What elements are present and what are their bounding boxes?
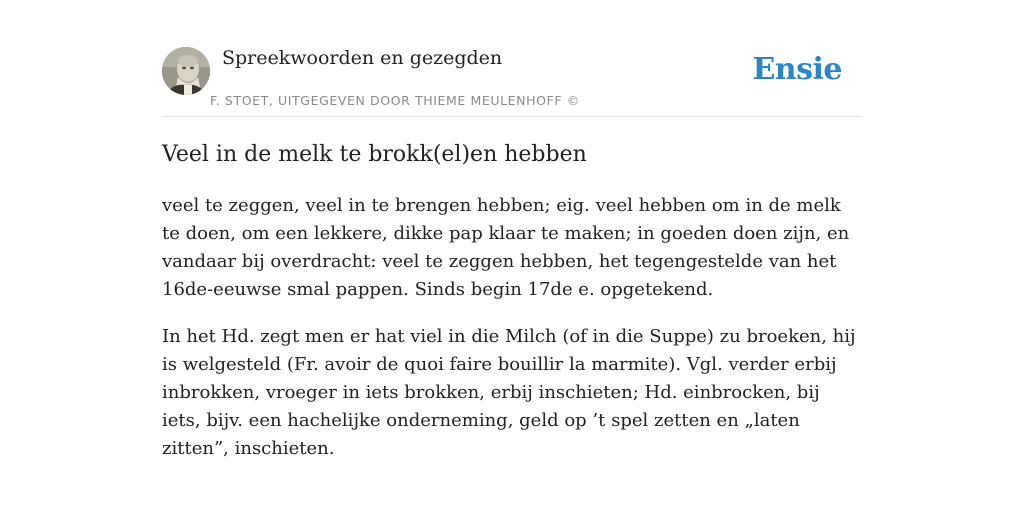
source-title[interactable]: Spreekwoorden en gezegden [222, 47, 503, 69]
portrait-image [162, 47, 210, 95]
author-portrait[interactable] [162, 47, 210, 95]
entry-paragraph: veel te zeggen, veel in te brengen hebben; eig. veel hebben om in de melk te doen, om een lekkere, dikke pap klaar te maken; in goeden doen zijn, en vandaar bij overdracht: veel te zeggen hebben, het tegengestelde van het 16de-eeuwse smal pappen. Sinds begin 17de e. opgetekend. [162, 195, 850, 300]
source-header [162, 46, 862, 117]
entry-paragraph: In het Hd. zegt men er hat viel in die Milch (of in die Suppe) zu broeken, hij is welgesteld (Fr. avoir de quoi faire bouillir la marmite). Vgl. verder erbij inbrokken, vroeger in iets brokken, erbij inschieten; Hd. einbrocken, bij iets, bijv. een hachelijke onderneming, geld op ’t spel zetten en „laten zitten”, inschieten. [162, 326, 856, 459]
entry-title: Veel in de melk te brokk(el)en hebben [162, 142, 587, 167]
brand-logo[interactable]: Ensie [752, 52, 842, 87]
source-credit: F. STOET, UITGEGEVEN DOOR THIEME MEULENHOFF © [210, 93, 580, 108]
